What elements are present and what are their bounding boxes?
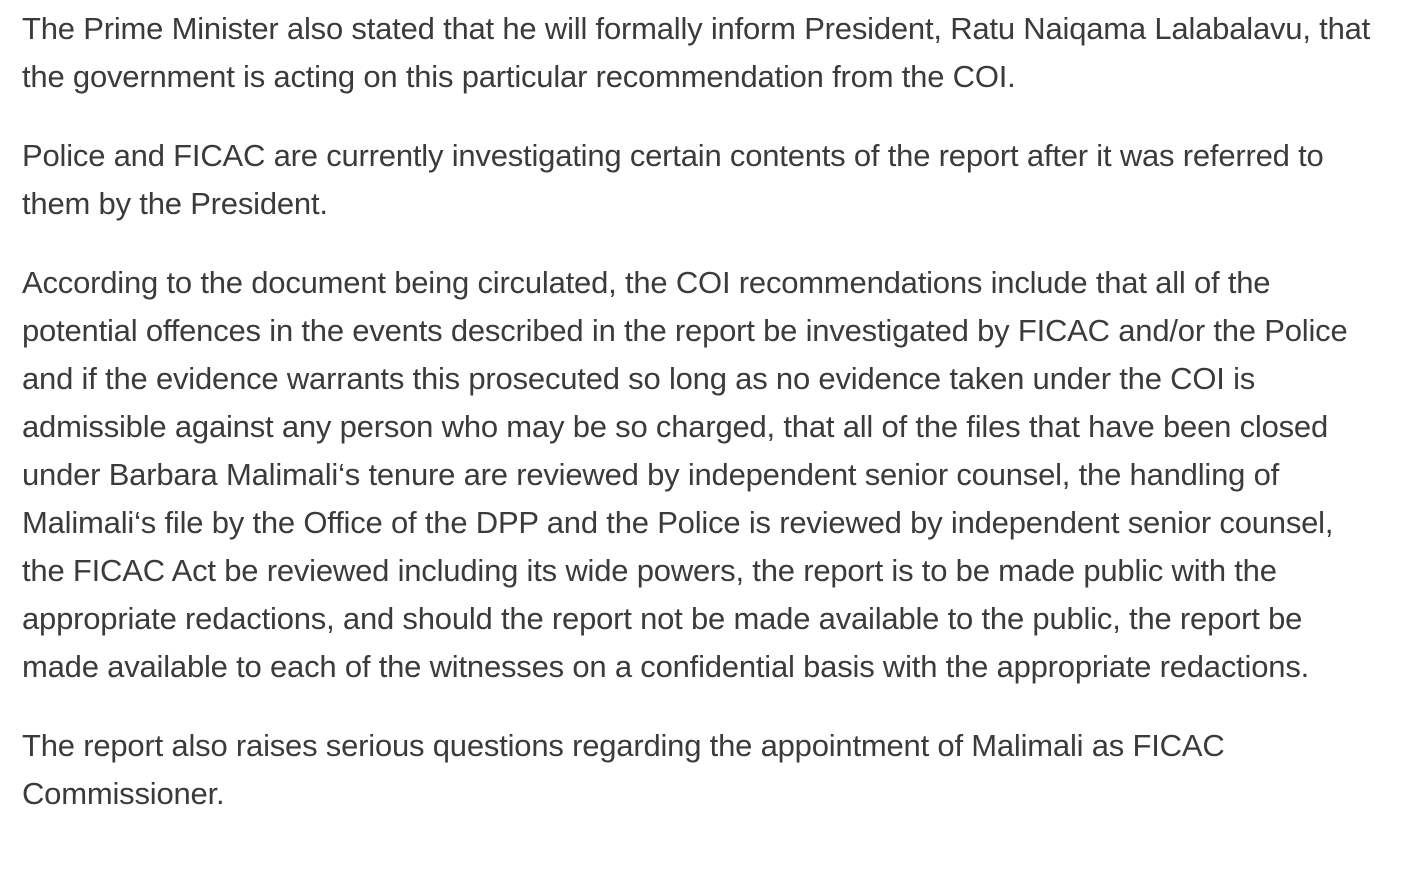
- paragraph-coi-recommendations: According to the document being circulated, the COI recommendations include that all of the potential offences in the events described in the report be investigated by FICAC and/or the Police and if the evidence warrants this prosecuted so long as no evidence taken under the COI is admissible against any person who may be so charged, that all of the files that have been closed under Barbara Malimali‘s tenure are reviewed by independent senior counsel, the handling of Malimali‘s file by the Office of the DPP and the Police is reviewed by independent senior counsel, the FICAC Act be reviewed including its wide powers, the report is to be made public with the appropriate redactions, and should the report not be made available to the public, the report be made available to each of the witnesses on a confidential basis with the appropriate redactions.: [22, 265, 1348, 684]
- paragraph-pm-statement: The Prime Minister also stated that he will formally inform President, Ratu Naiqama Lalabalavu, that the government is acting on this particular recommendation from the COI.: [22, 11, 1371, 94]
- paragraph-police-ficac-investigation: Police and FICAC are currently investigating certain contents of the report after it was referred to them by the President.: [22, 138, 1324, 221]
- paragraph-appointment-questions: The report also raises serious questions regarding the appointment of Malimali as FICAC Commissioner.: [22, 728, 1225, 811]
